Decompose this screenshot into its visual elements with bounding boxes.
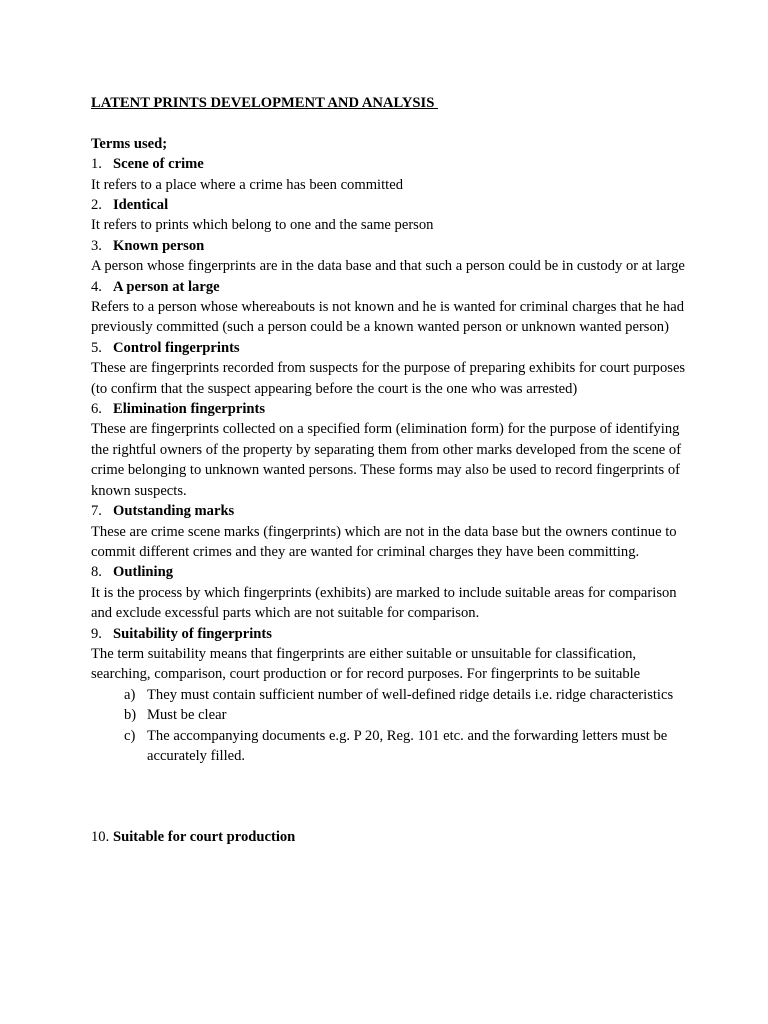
list-item: [124, 685, 691, 705]
term-number: 7.: [91, 503, 102, 520]
list-item-text: The accompanying documents e.g. P 20, Reg. 101 etc. and the forwarding letters must be accurately filled.: [147, 727, 668, 764]
document-title: LATENT PRINTS DEVELOPMENT AND ANALYSIS: [91, 95, 438, 111]
term-name: Identical: [113, 197, 169, 213]
term-6: [91, 399, 691, 501]
term-10: [91, 827, 691, 847]
term-name: Elimination fingerprints: [113, 401, 266, 418]
term-description: These are fingerprints collected on a specified form (elimination form) for the purpose of identifying the rightful owners of the property by separating them from other marks developed from the scene of crime belonging to unknown wanted persons. These forms may also be used to record fingerprints of known suspects.: [91, 421, 682, 499]
term-8: [91, 562, 691, 623]
term-description: The term suitability means that fingerprints are either suitable or unsuitable for classification, searching, comparison, court production or for record purposes. For fingerprints to be suitable: [91, 645, 641, 683]
term-1: [91, 154, 691, 195]
list-item-letter: c): [124, 727, 136, 744]
term-description: A person whose fingerprints are in the data base and that such a person could be in custody or at large: [91, 258, 685, 275]
term-description: These are fingerprints recorded from suspects for the purpose of preparing exhibits for court purposes (to confirm that the suspect appearing before the court is the one who was arrested): [91, 360, 686, 397]
list-item-text: They must contain sufficient number of well-defined ridge details i.e. ridge characteristics: [147, 686, 674, 703]
term-number: 8.: [91, 564, 102, 581]
list-item: [124, 726, 691, 767]
term-number: 9.: [91, 625, 102, 642]
term-number: 4.: [91, 278, 102, 295]
term-name: Scene of crime: [113, 156, 204, 173]
blank-gap: [91, 766, 691, 827]
term-number: 2.: [91, 197, 102, 213]
term-name: Suitable for court production: [113, 829, 296, 846]
term-name: Suitability of fingerprints: [113, 625, 272, 642]
term-description: It refers to prints which belong to one and the same person: [91, 217, 434, 234]
term-description: It refers to a place where a crime has been committed: [91, 176, 403, 193]
list-item-letter: a): [124, 686, 136, 703]
term-description: It is the process by which fingerprints (exhibits) are marked to include suitable areas for comparison and exclude excessful parts which are not suitable for comparison.: [91, 584, 677, 622]
suitability-criteria-list: [91, 685, 691, 767]
blank-line: [91, 113, 691, 133]
term-number: 6.: [91, 401, 102, 418]
term-9: [91, 624, 691, 685]
term-4: [91, 277, 691, 338]
term-name: Control fingerprints: [113, 339, 240, 356]
list-item-text: Must be clear: [147, 707, 227, 724]
term-5: [91, 338, 691, 399]
document-page: [91, 93, 691, 848]
term-name: Outlining: [113, 564, 174, 581]
list-item: [124, 705, 691, 725]
term-name: Known person: [113, 237, 205, 254]
term-3: [91, 236, 691, 277]
term-number: 1.: [91, 156, 102, 173]
term-number: 5.: [91, 339, 102, 356]
term-description: Refers to a person whose whereabouts is not known and he is wanted for criminal charges that he had previously committed (such a person could be a known wanted person or unknown wanted person): [91, 299, 685, 336]
term-number: 3.: [91, 237, 102, 254]
term-7: [91, 501, 691, 562]
term-description: These are crime scene marks (fingerprints) which are not in the data base but the owners continue to commit different crimes and they are wanted for criminal charges they have been committing.: [91, 523, 677, 560]
term-name: A person at large: [113, 278, 220, 295]
terms-heading: Terms used;: [91, 135, 168, 152]
term-name: Outstanding marks: [113, 503, 235, 520]
list-item-letter: b): [124, 707, 137, 724]
term-2: [91, 195, 691, 236]
term-number: 10.: [91, 829, 110, 846]
